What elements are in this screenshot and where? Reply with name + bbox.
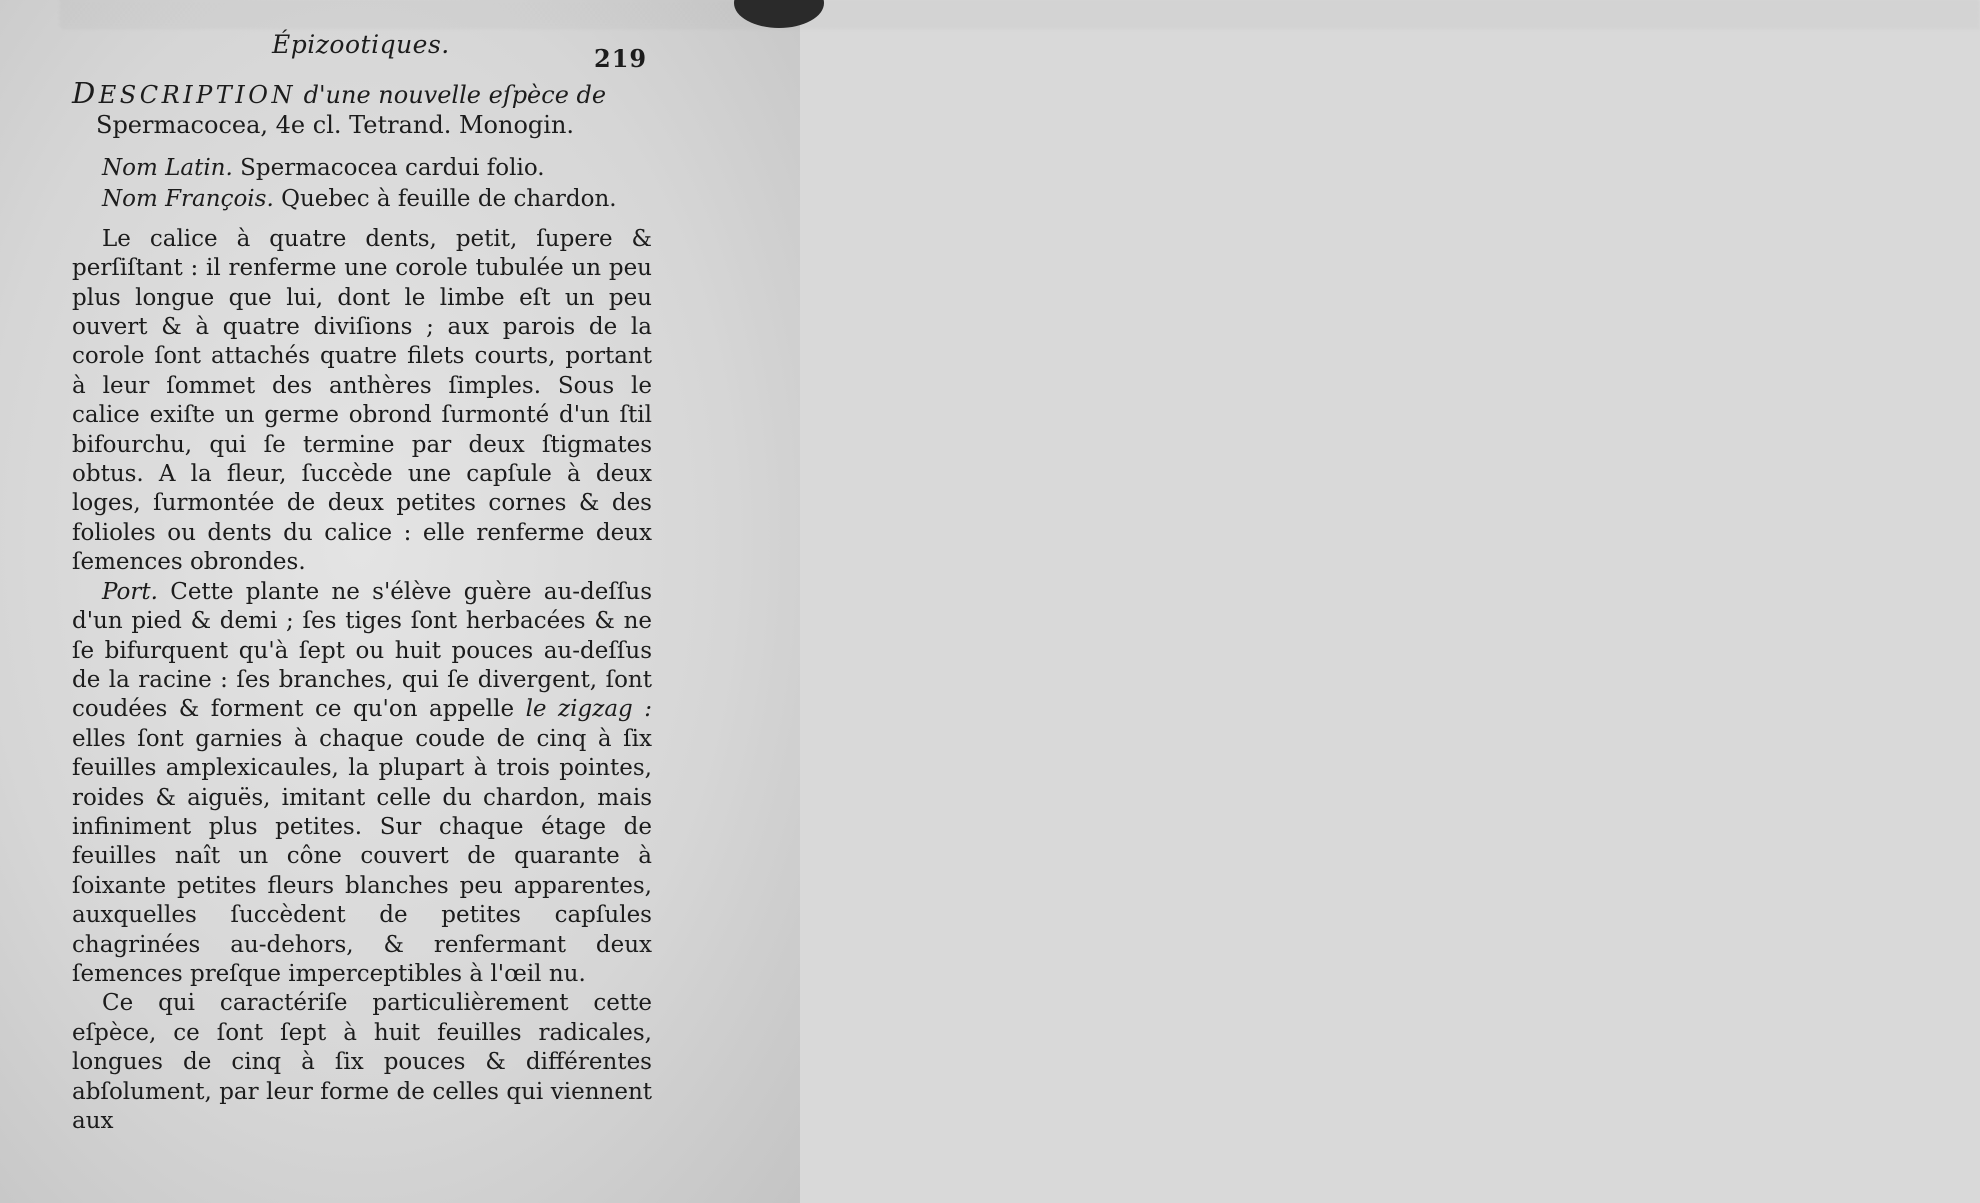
latin-name-line [72,154,652,183]
title-label [72,76,296,110]
port-term-zigzag: le zigzag : [525,696,652,723]
port-subhead: Port. [102,578,158,605]
page-number: 219 [594,44,648,73]
paragraph-caracterise: Ce qui caractériſe particulièrement cette eſpèce, ce ſont ſept à huit feuilles radicales, longues de cinq à ſix pouces & différentes abſolument, par leur forme de celles qui viennent aux [72,990,652,1134]
show-through-texture: ▒▒▒▒▒▒▒▒▒▒▒▒▒▒▒▒▒▒▒▒▒▒▒▒▒▒▒▒▒▒▒▒▒▒▒▒▒▒▒▒▒▒▒▒▒▒▒▒▒▒▒▒▒▒▒▒▒▒▒▒▒▒▒▒▒▒▒▒▒▒▒▒▒▒▒▒▒▒▒▒▒▒▒▒▒▒▒▒▒▒▒▒▒▒▒▒ [60,0,1980,30]
paragraph-calice: Le calice à quatre dents, petit, ſupere & perſiſtant : il renferme une corole tubulée un peu plus longue que lui, dont le limbe eſt un peu ouvert & à quatre diviſions ; aux parois de la corole ſont attachés quatre filets courts, portant à leur ſommet des anthères ſimples. Sous le calice exiſte un germe obrond ſurmonté d'un ſtil bifourchu, qui ſe termine par deux ſtigmates obtus. A la fleur, ſuccède une capſule à deux loges, ſurmontée de deux petites cornes & des folioles ou dents du calice : elle renferme deux ſemences obrondes. [72,225,652,576]
title-italic-rest: d'une nouvelle eſpèce de [303,81,607,109]
french-name-line [72,185,652,214]
french-name-label: Nom François. [102,186,274,213]
latin-name-label: Nom Latin. [102,155,233,181]
latin-name-value: Spermacocea cardui folio. [240,155,545,181]
title-line-2: Spermacocea, 4e cl. Tetrand. Monogin. [96,111,575,139]
french-name-value: Quebec à feuille de chardon. [281,186,617,213]
title-label-rest: ESCRIPTION [98,81,296,109]
title-drop-letter: D [72,76,99,110]
running-head: Épizootiques. [272,30,450,59]
port-text-b: elles ſont garnies à chaque coude de cinq à ſix feuilles amplexicaules, la plupart à trois pointes, roides & aiguës, imitant celle du chardon, mais infiniment plus petites. Sur chaque étage de feuilles naît un cône couvert de quarante à ſoixante petites fleurs blanches peu apparentes, auxquelles ſuccèdent de petites capſules chagrinées au-dehors, & renfermant deux ſemences preſque imperceptibles à l'œil nu. [72,725,652,987]
page-corner-shadow [734,0,824,28]
page-body [72,78,652,1136]
section-title [72,78,652,140]
port-text-a: Cette plante ne s'élève guère au-deſſus d'un pied & demi ; ſes tiges ſont herbacées & ne ſe bifurquent qu'à ſept ou huit pouces au-deſſus de la racine : ſes branches, qui ſe divergent, ſont coudées & forment ce qu'on appelle [72,578,652,723]
paragraph-port [72,578,652,990]
